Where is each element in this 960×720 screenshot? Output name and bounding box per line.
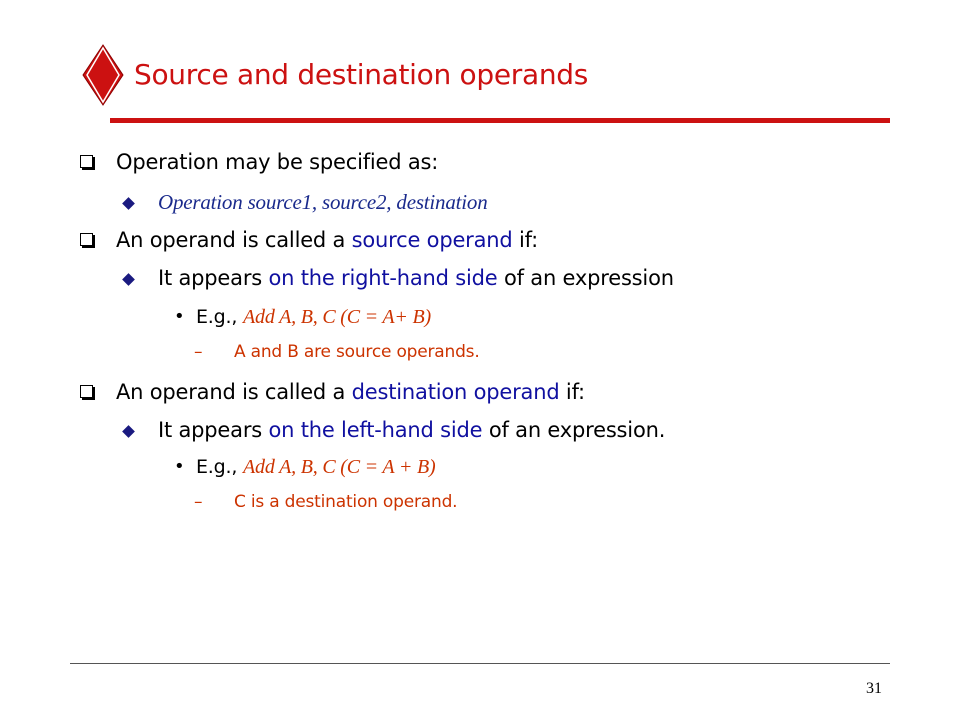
title-diamond-icon [82, 44, 124, 106]
sub-bullet-operation-format: Operation source1, source2, destination [158, 190, 488, 215]
diamond-bullet-icon [122, 273, 135, 286]
page-number: 31 [866, 680, 882, 697]
bullet-source-operand: An operand is called a source operand if: [116, 228, 538, 252]
checkbox-bullet-icon [80, 155, 93, 168]
note-source-operands: – A and B are source operands. [194, 342, 480, 362]
bullet-destination-operand: An operand is called a destination operand if: [116, 380, 585, 404]
title-divider [110, 118, 890, 123]
footer-divider [70, 663, 890, 664]
dot-bullet-icon: • [174, 456, 185, 477]
diamond-bullet-icon [122, 197, 135, 210]
example-destination: • E.g., Add A, B, C (C = A + B) [174, 456, 436, 478]
dash-bullet-icon: – [194, 342, 203, 362]
dash-bullet-icon: – [194, 492, 203, 512]
example-source: • E.g., Add A, B, C (C = A+ B) [174, 306, 431, 328]
checkbox-bullet-icon [80, 233, 93, 246]
checkbox-bullet-icon [80, 385, 93, 398]
bullet-operation-spec: Operation may be specified as: [116, 150, 438, 174]
sub-bullet-left-hand-side: It appears on the left-hand side of an expression. [158, 418, 665, 442]
sub-bullet-right-hand-side: It appears on the right-hand side of an expression [158, 266, 674, 290]
dot-bullet-icon: • [174, 306, 185, 327]
note-destination-operand: – C is a destination operand. [194, 492, 458, 512]
diamond-bullet-icon [122, 425, 135, 438]
slide-title: Source and destination operands [134, 58, 589, 91]
